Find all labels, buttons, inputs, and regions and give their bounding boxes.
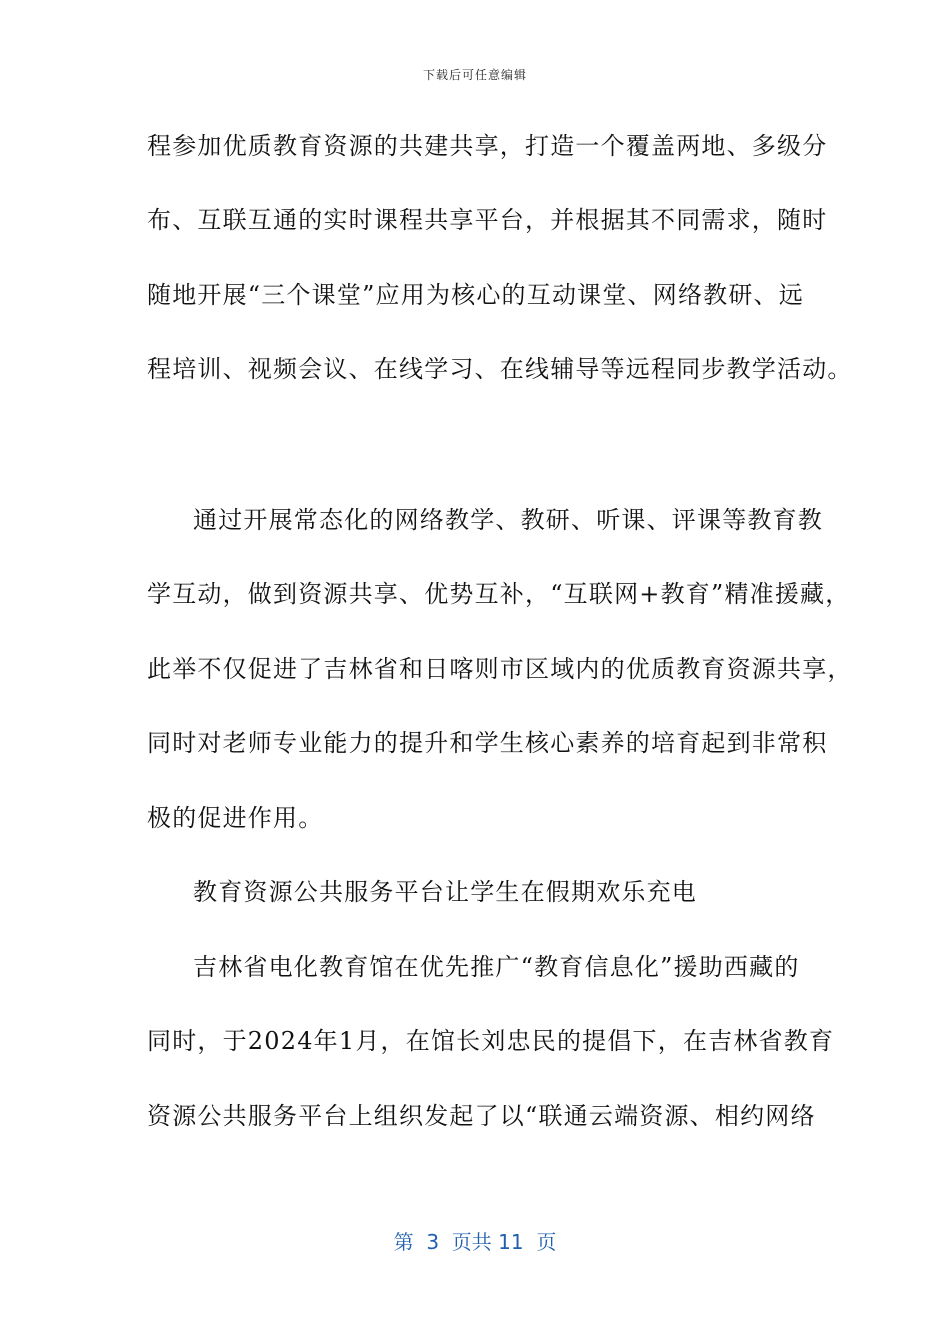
section-heading: 教育资源公共服务平台让学生在假期欢乐充电 [193,878,697,906]
paragraph-line: 随地开展“三个课堂”应用为核心的互动课堂、网络教研、远 [147,281,804,309]
paragraph-line: 资源公共服务平台上组织发起了以“联通云端资源、相约网络 [147,1102,816,1130]
paragraph-line: 程参加优质教育资源的共建共享，打造一个覆盖两地、多级分 [147,132,828,160]
header-note: 下载后可任意编辑 [422,68,527,82]
paragraph-line: 程培训、视频会议、在线学习、在线辅导等远程同步教学活动。 [147,355,853,383]
paragraph-line: 布、互联互通的实时课程共享平台，并根据其不同需求，随时 [147,206,828,234]
page-number: 第 3 页共 11 页 [393,1230,557,1254]
paragraph-line: 同时，于2024年1月，在馆长刘忠民的提倡下，在吉林省教育 [147,1027,835,1055]
paragraph-line: 通过开展常态化的网络教学、教研、听课、评课等教育教 [193,506,823,534]
paragraph-line: 学互动，做到资源共享、优势互补，“互联网+教育”精准援藏， [147,580,851,608]
paragraph-line: 同时对老师专业能力的提升和学生核心素养的培育起到非常积 [147,729,828,757]
paragraph-line: 极的促进作用。 [147,804,324,832]
paragraph-line: 吉林省电化教育馆在优先推广“教育信息化”援助西藏的 [193,953,800,981]
paragraph-line: 此举不仅促进了吉林省和日喀则市区域内的优质教育资源共享， [147,655,853,683]
